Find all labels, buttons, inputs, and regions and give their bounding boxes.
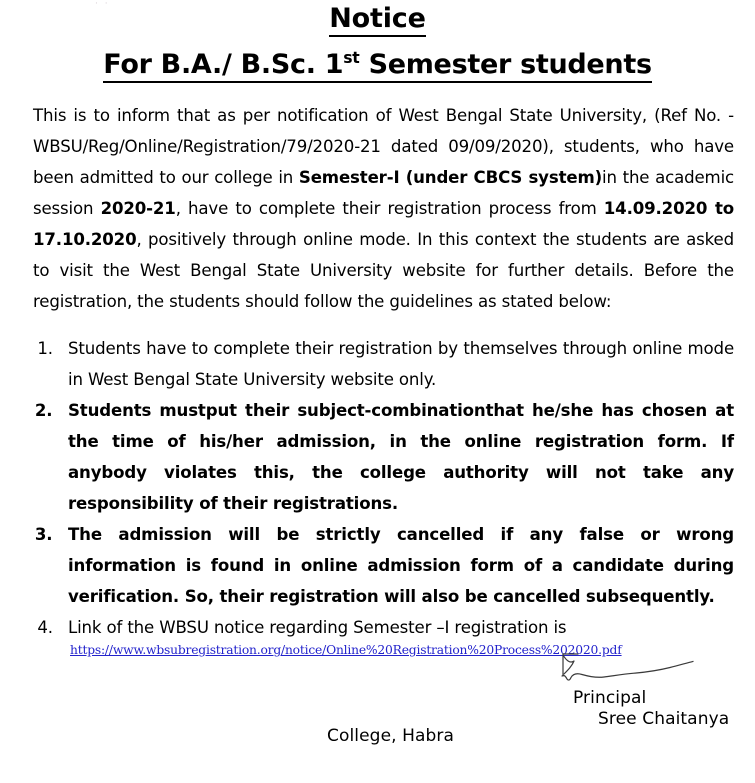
- page-subtitle: [103, 49, 651, 83]
- guideline-text-2: Students mustput their subject-combinationthat he/she has chosen at the time of his/her admission, in the online registration form. If anybody violates this, the college authority will not take any responsibility of their registrations.: [68, 401, 734, 514]
- handwritten-signature-icon: [556, 650, 716, 688]
- title-container: [0, 0, 755, 37]
- signature-institution-line2: College, Habra: [327, 726, 455, 746]
- subtitle-suffix: Semester students: [359, 49, 652, 80]
- page-title: Notice: [329, 4, 425, 37]
- signature-institution-line1: Sree Chaitanya: [598, 709, 730, 729]
- intro-segment-4: , positively through online mode. In this context the students are asked to visit the West Bengal State University website for further details. Before the registration, the students should follow the guidelines as stated below:: [33, 229, 734, 311]
- guideline-text-4: Link of the WBSU notice regarding Semester –I registration is: [68, 618, 567, 638]
- guidelines-list: [58, 333, 734, 659]
- list-item: [58, 333, 734, 395]
- subtitle-prefix: For B.A./ B.Sc. 1: [103, 49, 344, 80]
- intro-paragraph: [33, 100, 734, 317]
- list-item: [58, 395, 734, 519]
- wbsu-notice-link[interactable]: https://www.wbsubregistration.org/notice/Online%20Registration%20Process%202020.pdf: [70, 643, 622, 658]
- intro-bold-dates: 14.09.2020 to 17.10.2020: [33, 198, 734, 249]
- guideline-text-1: Students have to complete their registration by themselves through online mode in West Bengal State University website only.: [68, 339, 734, 390]
- scan-artifact-top: · ·: [95, 0, 110, 9]
- intro-bold-semester: Semester-I (under CBCS system): [298, 167, 603, 187]
- subtitle-container: [0, 49, 755, 83]
- signature-block: [553, 650, 753, 730]
- intro-bold-session: 2020-21: [100, 198, 176, 218]
- intro-segment-1: This is to inform that as per notification of West Bengal State University, (Ref No. - WBSU/Reg/Online/Registration/79/2020-21 dated 09/09/2020), students, who have been admitted to our college in: [33, 105, 734, 187]
- signature-designation: Principal: [573, 688, 647, 708]
- intro-segment-2: in the academic session: [33, 167, 734, 218]
- list-item: [58, 519, 734, 612]
- guideline-text-3: The admission will be strictly cancelled if any false or wrong information is found in online admission form of a candidate during verification. So, their registration will also be cancelled subsequently.: [68, 525, 734, 607]
- body-container: [33, 100, 734, 317]
- subtitle-ordinal-suffix: st: [343, 48, 360, 67]
- intro-segment-3: , have to complete their registration process from: [175, 198, 604, 218]
